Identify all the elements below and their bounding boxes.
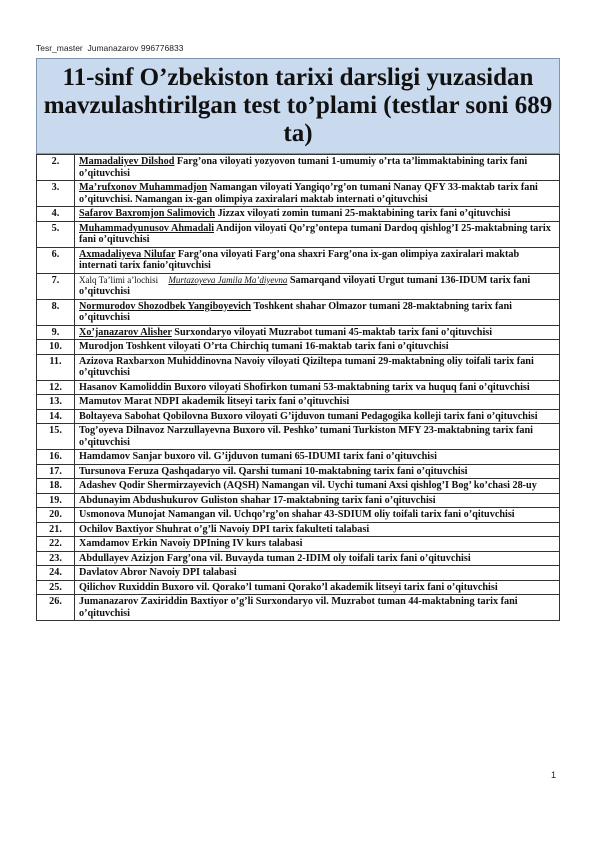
row-number: 21. (37, 522, 75, 537)
table-row (37, 340, 560, 355)
row-text (75, 580, 560, 595)
row-number: 18. (37, 479, 75, 494)
row-number: 14. (37, 409, 75, 424)
contributor-name: Safarov Baxromjon Salimovich (79, 208, 216, 219)
row-text (75, 508, 560, 523)
row-number: 15. (37, 424, 75, 450)
row-number: 23. (37, 551, 75, 566)
contributor-name: Xo’janazarov Alisher (79, 326, 172, 338)
row-text (75, 354, 560, 380)
row-text (75, 450, 560, 465)
contributor-name: Mamadaliyev Dilshod (79, 156, 175, 167)
table-row (37, 380, 560, 395)
table-row (37, 522, 560, 537)
row-number: 24. (37, 566, 75, 581)
row-number: 17. (37, 464, 75, 479)
table-row (37, 409, 560, 424)
contributor-details: Jumanazarov Zaxiriddin Baxtiyor o’g’li Surxondaryo vil. Muzrabot tuman 44-maktabning tarix fani o’qituvchisi (79, 596, 518, 619)
row-number: 11. (37, 354, 75, 380)
table-row (37, 537, 560, 552)
table-row (37, 247, 560, 273)
table-row (37, 273, 560, 299)
contributors-table-body (37, 155, 560, 621)
contributor-details: Hamdamov Sanjar buxoro vil. G’ijduvon tumani 65-IDUMI tarix fani o’qituvchisi (79, 451, 437, 462)
document-title: 11-sinf O’zbekiston tarixi darsligi yuzasidan mavzulashtirilgan test to’plami (testlar soni 689 ta) (43, 64, 553, 147)
row-number: 12. (37, 380, 75, 395)
row-text (75, 299, 560, 325)
row-text (75, 380, 560, 395)
contributor-details: Tog’oyeva Dilnavoz Narzullayevna Buxoro vil. Peshko’ tumani Turkiston MFY 23-maktabning tarix fani o’qituvchisi (79, 425, 533, 448)
contributor-details: Adashev Qodir Shermirzayevich (AQSH) Namangan vil. Uychi tumani Axsi qishlog’I Bog’ ko’chasi 28-uy (79, 480, 537, 491)
row-text (75, 566, 560, 581)
row-number: 5. (37, 221, 75, 247)
row-text (75, 340, 560, 355)
contributor-details: Ochilov Baxtiyor Shuhrat o’g’li Navoiy DPI tarix fakulteti talabasi (79, 523, 370, 535)
row-text (75, 464, 560, 479)
row-number: 13. (37, 395, 75, 410)
table-row (37, 450, 560, 465)
contributor-details: Davlatov Abror Navoiy DPI talabasi (79, 567, 237, 578)
contributor-details: Farg’ona viloyati Farg’ona shaxri Farg’ona ix-gan olimpiya zaxiralari maktab internati tarix fanio’qituvchisi (79, 248, 520, 271)
table-row (37, 395, 560, 410)
row-text (75, 247, 560, 273)
contributor-details: Surxondaryo viloyati Muzrabot tumani 45-maktab tarix fani o’qituvchisi (171, 326, 493, 338)
table-row (37, 221, 560, 247)
contributor-details: Azizova Raxbarxon Muhiddinovna Navoiy viloyati Qiziltepa tumani 29-maktabning oliy toifali tarix fani o’qituvchisi (79, 355, 534, 378)
table-row (37, 551, 560, 566)
row-number: 16. (37, 450, 75, 465)
table-row (37, 595, 560, 621)
table-row (37, 155, 560, 181)
row-number: 19. (37, 493, 75, 508)
contributor-details: Mamutov Marat NDPI akademik litseyi tarix fani o’qituvchisi (79, 396, 350, 407)
title-box (36, 58, 560, 154)
row-text (75, 221, 560, 247)
table-row (37, 479, 560, 494)
row-number: 6. (37, 247, 75, 273)
contributor-details: Xamdamov Erkin Navoiy DPIning IV kurs talabasi (79, 538, 303, 549)
contributor-name: Normurodov Shozodbek Yangiboyevich (79, 300, 252, 312)
row-text (75, 207, 560, 222)
contributor-details: Farg’ona viloyati yozyovon tumani 1-umumiy o’rta ta’limmaktabining tarix fani o’qituvchisi (79, 156, 528, 179)
row-text (75, 551, 560, 566)
honorific-label: Xalq Ta’limi a’lochisi (79, 274, 159, 285)
row-text (75, 409, 560, 424)
page-header: Tesr_master Jumanazarov 996776833 (36, 43, 184, 53)
contributor-name: Axmadaliyeva Nilufar (79, 248, 176, 260)
row-text (75, 273, 560, 299)
row-number: 20. (37, 508, 75, 523)
contributors-table (36, 154, 560, 621)
table-row (37, 508, 560, 523)
contributor-details: Qilichov Ruxiddin Buxoro vil. Qorako’l tumani Qorako’l akademik litseyi tarix fani o’qituvchisi (79, 581, 498, 593)
contributor-details: Boltayeva Sabohat Qobilovna Buxoro viloyati G’ijduvon tumani Pedagogika kolleji tarix fani o’qituvchisi (79, 410, 538, 422)
table-row (37, 424, 560, 450)
row-number: 3. (37, 181, 75, 207)
contributor-details: Namangan viloyati Yangiqo’rg’on tumani Nanay QFY 33-maktab tarix fani o’qituvchisi. Namangan ix-gan olimpiya zaxiralari maktab internati o’qituvchisi (79, 182, 538, 205)
row-text (75, 479, 560, 494)
contributor-details: Abdullayev Azizjon Farg’ona vil. Buvayda tuman 2-IDIM oly toifali tarix fani o’qituvchisi (79, 552, 471, 564)
table-row (37, 325, 560, 340)
row-text (75, 424, 560, 450)
row-text (75, 155, 560, 181)
contributor-details: Toshkent shahar Olmazor tumani 28-maktabning tarix fani o’qituvchisi (79, 300, 512, 323)
row-number: 10. (37, 340, 75, 355)
table-row (37, 464, 560, 479)
row-text (75, 522, 560, 537)
row-text (75, 395, 560, 410)
contributor-details: Abdunayim Abdushukurov Guliston shahar 17-maktabning tarix fani o’qituvchisi (79, 494, 436, 506)
contributor-name: Murtazoyeva Jamila Ma’diyevna (168, 274, 288, 285)
row-number: 8. (37, 299, 75, 325)
row-text (75, 537, 560, 552)
row-text (75, 181, 560, 207)
row-text (75, 595, 560, 621)
row-number: 4. (37, 207, 75, 222)
contributor-details: Murodjon Toshkent viloyati O’rta Chirchiq tumani 16-maktab tarix fani o’qituvchisi (79, 341, 449, 352)
contributor-details: Jizzax viloyati zomin tumani 25-maktabining tarix fani o’qituvchisi (215, 208, 511, 219)
row-number: 25. (37, 580, 75, 595)
table-row (37, 299, 560, 325)
row-number: 9. (37, 325, 75, 340)
row-number: 7. (37, 273, 75, 299)
table-row (37, 207, 560, 222)
contributor-name: Ma’rufxonov Muhammadjon (79, 182, 208, 193)
row-text (75, 493, 560, 508)
table-row (37, 493, 560, 508)
table-row (37, 354, 560, 380)
contributor-details: Andijon viloyati Qo’rg’ontepa tumani Dardoq qishlog’I 25-maktabning tarix fani o’qituvchisi (79, 222, 551, 245)
page-number: 1 (550, 770, 556, 780)
table-row (37, 566, 560, 581)
contributor-name: Muhammadyunusov Ahmadali (79, 222, 215, 234)
contributor-details: Samarqand viloyati Urgut tumani 136-IDUM tarix fani o’qituvchisi (79, 274, 531, 297)
contributor-details: Tursunova Feruza Qashqadaryo vil. Qarshi tumani 10-maktabning tarix fani o’qituvchisi (79, 465, 468, 477)
table-row (37, 181, 560, 207)
row-number: 22. (37, 537, 75, 552)
row-text (75, 325, 560, 340)
table-row (37, 580, 560, 595)
contributor-details: Usmonova Munojat Namangan vil. Uchqo’rg’on shahar 43-SDIUM oliy toifali tarix fani o’qituvchisi (79, 509, 515, 520)
row-number: 2. (37, 155, 75, 181)
row-number: 26. (37, 595, 75, 621)
contributor-details: Hasanov Kamoliddin Buxoro viloyati Shofirkon tumani 53-maktabning tarix va huquq fani o’qituvchisi (79, 381, 530, 393)
